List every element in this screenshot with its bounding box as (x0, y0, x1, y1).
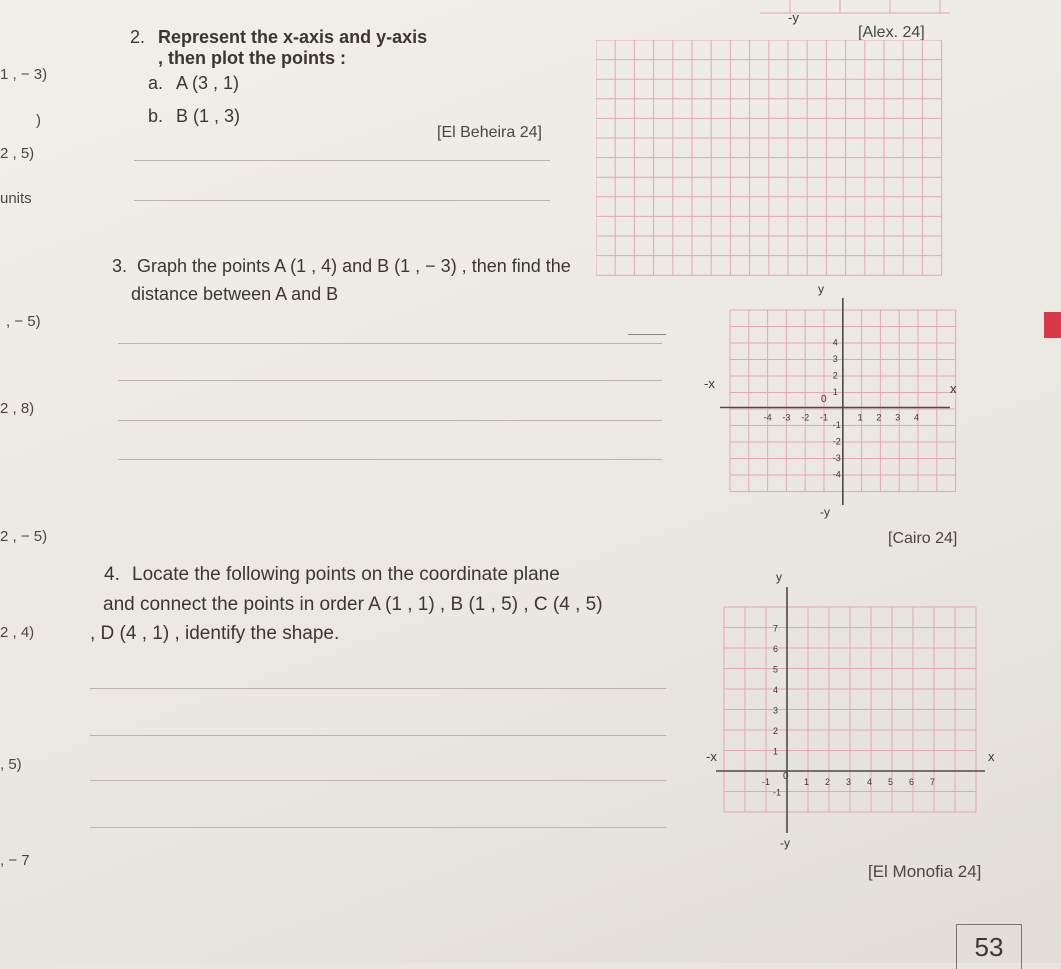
plane-x-label: x (950, 381, 957, 396)
answer-line (90, 827, 666, 828)
y-tick-label: 6 (773, 644, 779, 654)
margin-note: , − 5) (6, 313, 41, 330)
plane-neg-x-label: -x (704, 376, 715, 391)
x-tick-label: 1 (857, 412, 863, 423)
q4-number: 4. (104, 564, 120, 585)
plane-neg-x-label: -x (706, 749, 717, 764)
x-tick-label: 1 (804, 777, 810, 787)
q3-number: 3. (112, 256, 128, 276)
q4-text-line3: , D (4 , 1) , identify the shape. (90, 623, 340, 644)
x-tick-label: 4 (867, 777, 873, 787)
q2-source-alex: [Alex. 24] (858, 24, 925, 41)
x-tick-label: 7 (930, 777, 936, 787)
y-tick-label: 7 (773, 623, 779, 634)
q2-text-line2: , then plot the points : (158, 48, 346, 68)
q2-a-point: A (3 , 1) (176, 73, 240, 93)
plane-y-label: y (776, 570, 782, 584)
y-tick-label: 4 (773, 685, 779, 695)
answer-line (118, 343, 662, 344)
answer-line (628, 334, 666, 335)
q2-empty-grid (596, 40, 944, 278)
q3-coordinate-plane (700, 280, 970, 520)
answer-line (134, 160, 550, 161)
x-tick-label: 4 (914, 412, 920, 423)
x-tick-label: 5 (888, 777, 894, 787)
y-tick-label: -4 (832, 469, 841, 480)
q3-source: [Cairo 24] (888, 530, 958, 547)
q2-text: Represent the x-axis and y-axis (158, 27, 428, 47)
answer-line (118, 459, 662, 460)
x-tick-label: -1 (762, 777, 771, 787)
x-tick-label: 2 (876, 412, 882, 423)
margin-note: 2 , 4) (0, 624, 35, 641)
y-tick-label: -1 (773, 787, 782, 798)
q2-source-beheira: [El Beheira 24] (437, 124, 542, 141)
q4-text-line2: and connect the points in order A (1 , 1) , B (1 , 5) , C (4 , 5) (103, 594, 603, 615)
margin-note: units (0, 190, 32, 207)
x-tick-label: 3 (895, 412, 901, 423)
y-tick-label: 3 (773, 705, 779, 716)
q2-a-label: a. (148, 73, 164, 93)
y-tick-label: 1 (773, 746, 779, 757)
x-tick-label: -4 (763, 412, 772, 423)
x-tick-label: -1 (820, 412, 829, 423)
plane-origin-label: 0 (783, 771, 789, 782)
margin-note: , 5) (0, 756, 22, 773)
plane-neg-y-label: -y (820, 505, 830, 519)
y-tick-label: 5 (773, 664, 779, 675)
margin-note: 2 , 8) (0, 400, 35, 417)
q2-number: 2. (130, 27, 146, 47)
page-number: 53 (956, 924, 1022, 969)
top-neg-y-label: -y (788, 10, 799, 25)
margin-note: 1 , − 3) (0, 66, 48, 83)
y-tick-label: -3 (832, 453, 841, 463)
q2-b-label: b. (148, 106, 164, 126)
q4-text: Locate the following points on the coordinate plane (132, 564, 560, 585)
margin-note: 2 , 5) (0, 145, 35, 162)
q4-coordinate-plane (700, 565, 1000, 855)
y-tick-label: 4 (832, 337, 838, 348)
y-tick-label: -1 (832, 420, 841, 430)
x-tick-label: -2 (801, 412, 810, 423)
margin-note: 2 , − 5) (0, 528, 48, 545)
margin-note: , − 7 (0, 852, 30, 869)
q4-source: [El Monofia 24] (868, 862, 982, 881)
y-tick-label: 1 (832, 387, 838, 397)
plane-neg-y-label: -y (780, 836, 790, 850)
x-tick-label: 3 (846, 777, 852, 787)
q3-text-line2: distance between A and B (131, 284, 339, 304)
x-tick-label: -3 (782, 412, 791, 423)
answer-line (134, 200, 550, 201)
y-tick-label: -2 (832, 436, 841, 447)
y-tick-label: 3 (832, 354, 838, 364)
answer-line (90, 780, 666, 781)
answer-line (118, 420, 662, 421)
x-tick-label: 6 (909, 777, 915, 787)
y-tick-label: 2 (773, 726, 779, 736)
q3-text: Graph the points A (1 , 4) and B (1 , − 3) , then find the (137, 256, 571, 276)
plane-origin-label: 0 (821, 394, 827, 405)
side-tab (1044, 312, 1061, 338)
previous-grid-edge (760, 0, 950, 14)
answer-line (118, 380, 662, 381)
answer-line (90, 688, 666, 689)
y-tick-label: 2 (832, 370, 838, 381)
plane-x-label: x (988, 749, 995, 764)
q2-b-point: B (1 , 3) (176, 106, 241, 126)
answer-line (90, 735, 666, 736)
x-tick-label: 2 (825, 777, 831, 787)
plane-y-label: y (818, 282, 824, 296)
margin-note: ) (36, 112, 41, 129)
